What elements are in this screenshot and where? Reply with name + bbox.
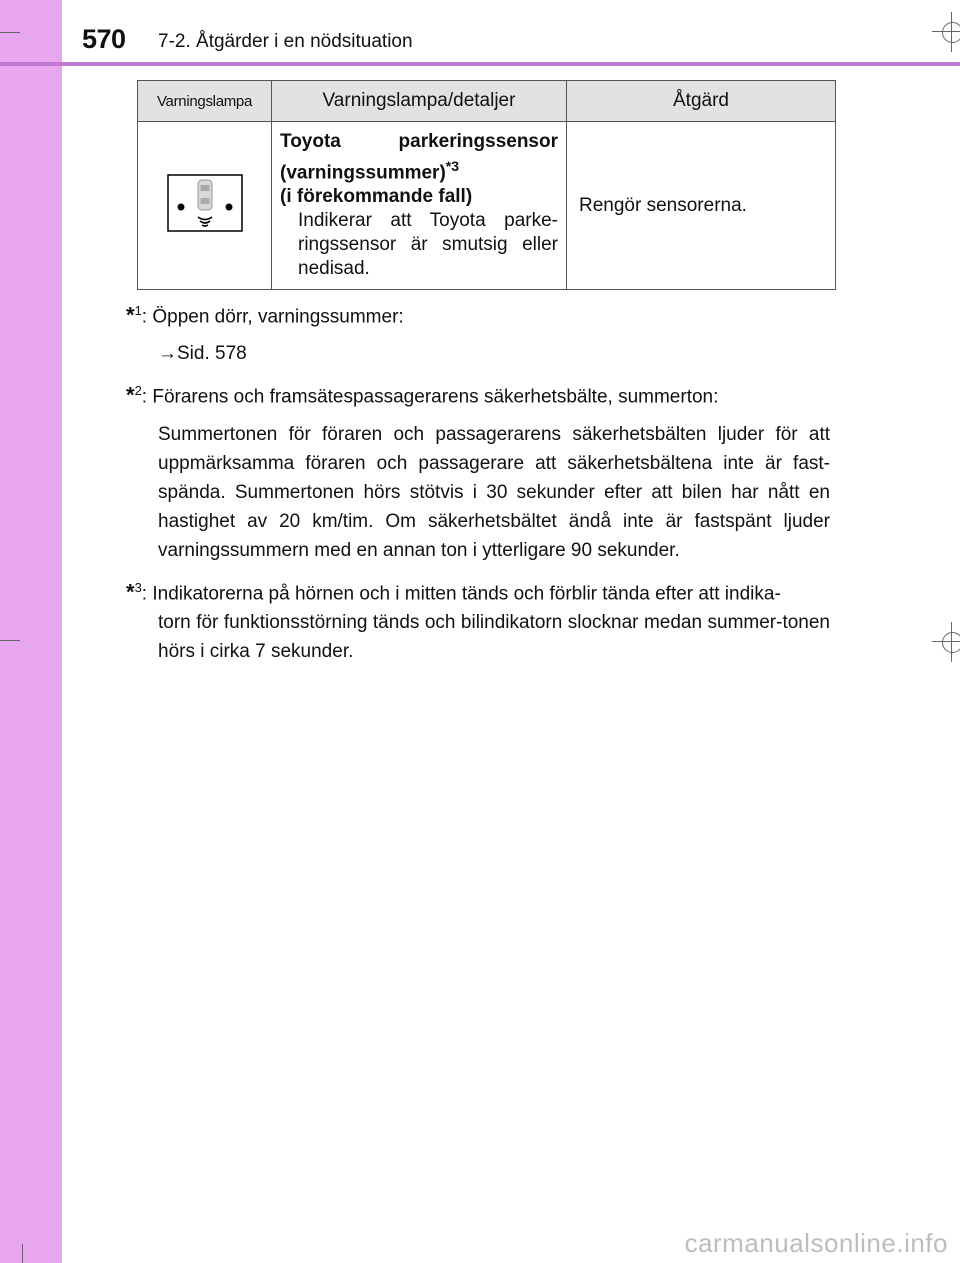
col-header-details: Varningslampa/detaljer (272, 81, 567, 122)
sensor-subtitle: (varningssummer)$^{*3}$ (280, 158, 460, 184)
registration-mark-icon (932, 12, 960, 52)
crop-mark (0, 640, 20, 641)
crop-mark (0, 32, 20, 33)
section-title: 7-2. Åtgärder i en nödsituation (158, 31, 413, 52)
sensor-description: Indikerar att Toyota parke-ringssensor är smutsig eller nedisad. (298, 210, 558, 280)
sensor-availability: (i förekommande fall) (280, 186, 473, 208)
parking-sensor-icon (167, 174, 243, 232)
page-number: 570 (82, 24, 126, 54)
registration-mark-icon (932, 622, 960, 662)
footnote-2: *$^2$: Förarens och framsätespassagerarens säkerhetsbälte, summerton: Summertonen för föraren och passagerarens säkerhetsbälten ljuder för att uppmärksamma föraren och passagerare att säkerhetsbältena inte är fast-spända. Summertonen hörs stötvis i 30 sekunder efter att bilen har nått en hastighet av 20 km/tim. Om säkerhetsbältet ändå inte är fastspänt ljuder varningssummern med en annan ton i ytterligare 90 sekunder. (126, 382, 830, 561)
page-reference: →Sid. 578 (158, 343, 247, 365)
footnotes (126, 296, 830, 674)
col-header-action: Åtgärd (567, 81, 836, 122)
col-header-lamp: Varningslampa (138, 81, 272, 122)
watermark: carmanualsonline.info (684, 1228, 948, 1258)
side-margin-strip (0, 0, 62, 1263)
header-rule (0, 62, 960, 66)
action-cell: Rengör sensorerna. (567, 122, 836, 290)
details-cell (272, 122, 567, 290)
footnote-3: *$^3$: Indikatorerna på hörnen och i mitten tänds och förblir tända efter att indika- torn för funktionsstörning tänds och bilindikatorn slocknar medan summer-tonen hörs i cirka 7 sekunder. (126, 578, 830, 662)
lamp-cell (138, 122, 272, 290)
crop-mark (22, 1244, 23, 1263)
warning-table (137, 80, 836, 290)
footnote-1: *$^1$: Öppen dörr, varningssummer: →Sid. 578 (126, 296, 830, 368)
sensor-title: Toyota parkeringssensor (280, 131, 558, 152)
footnote-ref: *3 (445, 158, 460, 174)
